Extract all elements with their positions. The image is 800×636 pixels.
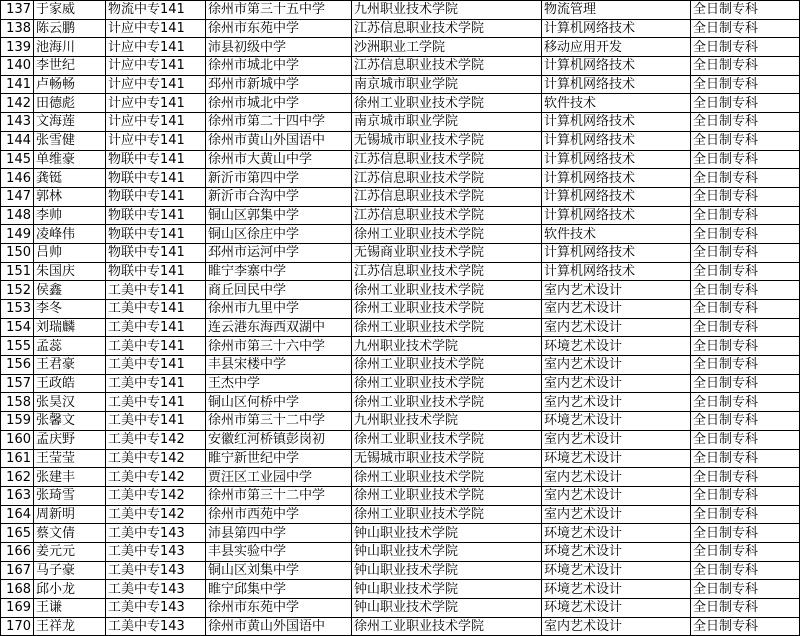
student-name-cell: 孟蕊 — [34, 337, 106, 356]
student-name-cell: 蔡文倩 — [34, 524, 106, 543]
student-name-cell: 马子豪 — [34, 561, 106, 580]
study-type-cell: 全日制专科 — [691, 468, 800, 487]
major-cell: 物流管理 — [542, 1, 691, 20]
study-type-cell: 全日制专科 — [691, 393, 800, 412]
major-cell: 室内艺术设计 — [542, 505, 691, 524]
college-cell: 徐州工业职业技术学院 — [352, 94, 542, 113]
row-number-cell: 139 — [1, 38, 34, 57]
college-cell: 徐州工业职业技术学院 — [352, 486, 542, 505]
major-cell: 室内艺术设计 — [542, 318, 691, 337]
table-row — [1, 187, 800, 206]
college-cell: 南京城市职业学院 — [352, 113, 542, 132]
major-cell: 室内艺术设计 — [542, 356, 691, 375]
major-cell: 计算机网络技术 — [542, 57, 691, 76]
study-type-cell: 全日制专科 — [691, 262, 800, 281]
study-type-cell: 全日制专科 — [691, 19, 800, 38]
college-cell: 九州职业技术学院 — [352, 412, 542, 431]
college-cell: 徐州工业职业技术学院 — [352, 617, 542, 636]
table-row — [1, 318, 800, 337]
class-name-cell: 计应中专141 — [106, 75, 206, 94]
study-type-cell: 全日制专科 — [691, 187, 800, 206]
table-row — [1, 206, 800, 225]
table-row — [1, 374, 800, 393]
college-cell: 徐州工业职业技术学院 — [352, 318, 542, 337]
student-name-cell: 池海川 — [34, 38, 106, 57]
row-number-cell: 160 — [1, 430, 34, 449]
row-number-cell: 151 — [1, 262, 34, 281]
college-cell: 徐州工业职业技术学院 — [352, 393, 542, 412]
class-name-cell: 计应中专141 — [106, 94, 206, 113]
major-cell: 软件技术 — [542, 225, 691, 244]
study-type-cell: 全日制专科 — [691, 206, 800, 225]
major-cell: 计算机网络技术 — [542, 243, 691, 262]
table-row — [1, 580, 800, 599]
table-row — [1, 131, 800, 150]
row-number-cell: 166 — [1, 542, 34, 561]
student-name-cell: 吕帅 — [34, 243, 106, 262]
table-row — [1, 356, 800, 375]
table-row — [1, 468, 800, 487]
student-name-cell: 凌峰伟 — [34, 225, 106, 244]
class-name-cell: 物联中专141 — [106, 225, 206, 244]
row-number-cell: 157 — [1, 374, 34, 393]
row-number-cell: 142 — [1, 94, 34, 113]
row-number-cell: 162 — [1, 468, 34, 487]
class-name-cell: 计应中专141 — [106, 57, 206, 76]
class-name-cell: 物联中专141 — [106, 169, 206, 188]
table-row — [1, 393, 800, 412]
row-number-cell: 155 — [1, 337, 34, 356]
college-cell: 南京城市职业学院 — [352, 75, 542, 94]
student-name-cell: 王谦 — [34, 599, 106, 618]
study-type-cell: 全日制专科 — [691, 542, 800, 561]
class-name-cell: 工美中专142 — [106, 449, 206, 468]
college-cell: 九州职业技术学院 — [352, 1, 542, 20]
class-name-cell: 物联中专141 — [106, 262, 206, 281]
college-cell: 徐州工业职业技术学院 — [352, 300, 542, 319]
student-name-cell: 张昊汉 — [34, 393, 106, 412]
middle-school-cell: 邳州市新城中学 — [206, 75, 352, 94]
middle-school-cell: 徐州市第二十四中学 — [206, 113, 352, 132]
table-row — [1, 150, 800, 169]
study-type-cell: 全日制专科 — [691, 337, 800, 356]
middle-school-cell: 徐州市第三十六中学 — [206, 337, 352, 356]
study-type-cell: 全日制专科 — [691, 505, 800, 524]
table-row — [1, 262, 800, 281]
row-number-cell: 144 — [1, 131, 34, 150]
middle-school-cell: 徐州市黄山外国语中 — [206, 617, 352, 636]
study-type-cell: 全日制专科 — [691, 356, 800, 375]
major-cell: 计算机网络技术 — [542, 131, 691, 150]
class-name-cell: 工美中专142 — [106, 430, 206, 449]
row-number-cell: 169 — [1, 599, 34, 618]
study-type-cell: 全日制专科 — [691, 412, 800, 431]
major-cell: 环境艺术设计 — [542, 337, 691, 356]
row-number-cell: 145 — [1, 150, 34, 169]
major-cell: 室内艺术设计 — [542, 486, 691, 505]
major-cell: 室内艺术设计 — [542, 300, 691, 319]
middle-school-cell: 新沂市第四中学 — [206, 169, 352, 188]
middle-school-cell: 新沂市合沟中学 — [206, 187, 352, 206]
college-cell: 江苏信息职业技术学院 — [352, 187, 542, 206]
major-cell: 室内艺术设计 — [542, 430, 691, 449]
college-cell: 江苏信息职业技术学院 — [352, 169, 542, 188]
table-body — [1, 1, 800, 636]
row-number-cell: 149 — [1, 225, 34, 244]
major-cell: 环境艺术设计 — [542, 449, 691, 468]
college-cell: 钟山职业技术学院 — [352, 542, 542, 561]
study-type-cell: 全日制专科 — [691, 57, 800, 76]
college-cell: 无锡商业职业技术学院 — [352, 243, 542, 262]
major-cell: 环境艺术设计 — [542, 412, 691, 431]
class-name-cell: 工美中专143 — [106, 617, 206, 636]
study-type-cell: 全日制专科 — [691, 131, 800, 150]
table-row — [1, 617, 800, 636]
row-number-cell: 163 — [1, 486, 34, 505]
row-number-cell: 146 — [1, 169, 34, 188]
student-name-cell: 文海莲 — [34, 113, 106, 132]
major-cell: 移动应用开发 — [542, 38, 691, 57]
study-type-cell: 全日制专科 — [691, 38, 800, 57]
major-cell: 室内艺术设计 — [542, 468, 691, 487]
study-type-cell: 全日制专科 — [691, 150, 800, 169]
middle-school-cell: 徐州市第三十二中学 — [206, 412, 352, 431]
row-number-cell: 159 — [1, 412, 34, 431]
student-name-cell: 侯鑫 — [34, 281, 106, 300]
study-type-cell: 全日制专科 — [691, 486, 800, 505]
row-number-cell: 147 — [1, 187, 34, 206]
college-cell: 沙洲职业工学院 — [352, 38, 542, 57]
middle-school-cell: 徐州市东苑中学 — [206, 19, 352, 38]
major-cell: 软件技术 — [542, 94, 691, 113]
table-row — [1, 94, 800, 113]
table-row — [1, 281, 800, 300]
college-cell: 徐州工业职业技术学院 — [352, 356, 542, 375]
class-name-cell: 工美中专141 — [106, 337, 206, 356]
middle-school-cell: 徐州市九里中学 — [206, 300, 352, 319]
class-name-cell: 物联中专141 — [106, 243, 206, 262]
major-cell: 环境艺术设计 — [542, 580, 691, 599]
row-number-cell: 165 — [1, 524, 34, 543]
student-name-cell: 李帅 — [34, 206, 106, 225]
study-type-cell: 全日制专科 — [691, 430, 800, 449]
middle-school-cell: 铜山区刘集中学 — [206, 561, 352, 580]
major-cell: 计算机网络技术 — [542, 19, 691, 38]
row-number-cell: 152 — [1, 281, 34, 300]
middle-school-cell: 睢宁新世纪中学 — [206, 449, 352, 468]
study-type-cell: 全日制专科 — [691, 524, 800, 543]
major-cell: 计算机网络技术 — [542, 187, 691, 206]
row-number-cell: 170 — [1, 617, 34, 636]
class-name-cell: 计应中专141 — [106, 113, 206, 132]
class-name-cell: 计应中专141 — [106, 131, 206, 150]
college-cell: 无锡城市职业技术学院 — [352, 131, 542, 150]
study-type-cell: 全日制专科 — [691, 374, 800, 393]
middle-school-cell: 徐州市城北中学 — [206, 94, 352, 113]
student-name-cell: 卢畅畅 — [34, 75, 106, 94]
student-name-cell: 王莹莹 — [34, 449, 106, 468]
study-type-cell: 全日制专科 — [691, 561, 800, 580]
student-name-cell: 张建丰 — [34, 468, 106, 487]
college-cell: 钟山职业技术学院 — [352, 561, 542, 580]
table-row — [1, 225, 800, 244]
middle-school-cell: 商丘回民中学 — [206, 281, 352, 300]
major-cell: 室内艺术设计 — [542, 281, 691, 300]
middle-school-cell: 徐州市东苑中学 — [206, 599, 352, 618]
class-name-cell: 物联中专141 — [106, 150, 206, 169]
major-cell: 计算机网络技术 — [542, 150, 691, 169]
study-type-cell: 全日制专科 — [691, 75, 800, 94]
study-type-cell: 全日制专科 — [691, 318, 800, 337]
middle-school-cell: 邳州市运河中学 — [206, 243, 352, 262]
row-number-cell: 150 — [1, 243, 34, 262]
row-number-cell: 154 — [1, 318, 34, 337]
table-row — [1, 300, 800, 319]
major-cell: 室内艺术设计 — [542, 393, 691, 412]
row-number-cell: 153 — [1, 300, 34, 319]
student-name-cell: 李冬 — [34, 300, 106, 319]
class-name-cell: 工美中专143 — [106, 524, 206, 543]
college-cell: 江苏信息职业技术学院 — [352, 150, 542, 169]
study-type-cell: 全日制专科 — [691, 449, 800, 468]
study-type-cell: 全日制专科 — [691, 281, 800, 300]
study-type-cell: 全日制专科 — [691, 243, 800, 262]
study-type-cell: 全日制专科 — [691, 225, 800, 244]
row-number-cell: 148 — [1, 206, 34, 225]
student-name-cell: 于家威 — [34, 1, 106, 20]
middle-school-cell: 贾汪区工业园中学 — [206, 468, 352, 487]
table-row — [1, 57, 800, 76]
major-cell: 计算机网络技术 — [542, 169, 691, 188]
college-cell: 徐州工业职业技术学院 — [352, 505, 542, 524]
class-name-cell: 工美中专143 — [106, 580, 206, 599]
class-name-cell: 工美中专141 — [106, 356, 206, 375]
table-row — [1, 412, 800, 431]
class-name-cell: 工美中专142 — [106, 486, 206, 505]
middle-school-cell: 徐州市西苑中学 — [206, 505, 352, 524]
class-name-cell: 工美中专141 — [106, 300, 206, 319]
study-type-cell: 全日制专科 — [691, 580, 800, 599]
middle-school-cell: 睢宁李寨中学 — [206, 262, 352, 281]
row-number-cell: 140 — [1, 57, 34, 76]
major-cell: 计算机网络技术 — [542, 262, 691, 281]
major-cell: 环境艺术设计 — [542, 542, 691, 561]
table-row — [1, 430, 800, 449]
table-row — [1, 113, 800, 132]
major-cell: 环境艺术设计 — [542, 599, 691, 618]
middle-school-cell: 安徽红河桥镇彭岗初 — [206, 430, 352, 449]
middle-school-cell: 徐州市第三十二中学 — [206, 486, 352, 505]
college-cell: 江苏信息职业技术学院 — [352, 262, 542, 281]
middle-school-cell: 丰县实验中学 — [206, 542, 352, 561]
class-name-cell: 计应中专141 — [106, 38, 206, 57]
table-row — [1, 1, 800, 20]
college-cell: 钟山职业技术学院 — [352, 599, 542, 618]
row-number-cell: 143 — [1, 113, 34, 132]
middle-school-cell: 沛县第四中学 — [206, 524, 352, 543]
row-number-cell: 167 — [1, 561, 34, 580]
middle-school-cell: 铜山区郭集中学 — [206, 206, 352, 225]
table-row — [1, 505, 800, 524]
row-number-cell: 161 — [1, 449, 34, 468]
table-row — [1, 561, 800, 580]
student-name-cell: 张琦雪 — [34, 486, 106, 505]
table-row — [1, 75, 800, 94]
class-name-cell: 物联中专141 — [106, 187, 206, 206]
student-name-cell: 周新明 — [34, 505, 106, 524]
major-cell: 室内艺术设计 — [542, 617, 691, 636]
middle-school-cell: 王杰中学 — [206, 374, 352, 393]
middle-school-cell: 徐州市第三十五中学 — [206, 1, 352, 20]
college-cell: 江苏信息职业技术学院 — [352, 19, 542, 38]
college-cell: 徐州工业职业技术学院 — [352, 430, 542, 449]
study-type-cell: 全日制专科 — [691, 169, 800, 188]
class-name-cell: 物流中专141 — [106, 1, 206, 20]
study-type-cell: 全日制专科 — [691, 617, 800, 636]
middle-school-cell: 睢宁邱集中学 — [206, 580, 352, 599]
class-name-cell: 工美中专143 — [106, 599, 206, 618]
row-number-cell: 156 — [1, 356, 34, 375]
college-cell: 钟山职业技术学院 — [352, 524, 542, 543]
student-name-cell: 孟庆野 — [34, 430, 106, 449]
table-row — [1, 19, 800, 38]
college-cell: 江苏信息职业技术学院 — [352, 57, 542, 76]
class-name-cell: 工美中专143 — [106, 542, 206, 561]
major-cell: 计算机网络技术 — [542, 113, 691, 132]
class-name-cell: 工美中专141 — [106, 374, 206, 393]
study-type-cell: 全日制专科 — [691, 300, 800, 319]
student-name-cell: 邱小龙 — [34, 580, 106, 599]
student-name-cell: 姜元元 — [34, 542, 106, 561]
class-name-cell: 物联中专141 — [106, 206, 206, 225]
table-row — [1, 337, 800, 356]
row-number-cell: 168 — [1, 580, 34, 599]
major-cell: 计算机网络技术 — [542, 75, 691, 94]
row-number-cell: 164 — [1, 505, 34, 524]
middle-school-cell: 连云港东海西双湖中 — [206, 318, 352, 337]
row-number-cell: 158 — [1, 393, 34, 412]
study-type-cell: 全日制专科 — [691, 1, 800, 20]
student-name-cell: 王君豪 — [34, 356, 106, 375]
student-name-cell: 李世纪 — [34, 57, 106, 76]
college-cell: 无锡城市职业技术学院 — [352, 449, 542, 468]
row-number-cell: 137 — [1, 1, 34, 20]
student-name-cell: 田德彪 — [34, 94, 106, 113]
student-name-cell: 单维豪 — [34, 150, 106, 169]
class-name-cell: 工美中专142 — [106, 505, 206, 524]
study-type-cell: 全日制专科 — [691, 113, 800, 132]
student-name-cell: 龚铤 — [34, 169, 106, 188]
student-name-cell: 王政皓 — [34, 374, 106, 393]
middle-school-cell: 沛县初级中学 — [206, 38, 352, 57]
major-cell: 环境艺术设计 — [542, 561, 691, 580]
college-cell: 江苏信息职业技术学院 — [352, 206, 542, 225]
class-name-cell: 工美中专141 — [106, 393, 206, 412]
table-row — [1, 38, 800, 57]
college-cell: 钟山职业技术学院 — [352, 580, 542, 599]
student-name-cell: 郭林 — [34, 187, 106, 206]
student-name-cell: 刘瑞麟 — [34, 318, 106, 337]
student-name-cell: 张雪健 — [34, 131, 106, 150]
middle-school-cell: 铜山区徐庄中学 — [206, 225, 352, 244]
college-cell: 徐州工业职业技术学院 — [352, 468, 542, 487]
college-cell: 徐州工业职业技术学院 — [352, 281, 542, 300]
table-row — [1, 599, 800, 618]
middle-school-cell: 徐州市大黄山中学 — [206, 150, 352, 169]
college-cell: 徐州工业职业技术学院 — [352, 374, 542, 393]
student-name-cell: 王祥龙 — [34, 617, 106, 636]
class-name-cell: 工美中专142 — [106, 468, 206, 487]
class-name-cell: 工美中专141 — [106, 318, 206, 337]
college-cell: 徐州工业职业技术学院 — [352, 225, 542, 244]
college-cell: 九州职业技术学院 — [352, 337, 542, 356]
middle-school-cell: 徐州市黄山外国语中 — [206, 131, 352, 150]
class-name-cell: 工美中专143 — [106, 561, 206, 580]
student-name-cell: 朱国庆 — [34, 262, 106, 281]
table-row — [1, 486, 800, 505]
class-name-cell: 工美中专141 — [106, 281, 206, 300]
class-name-cell: 计应中专141 — [106, 19, 206, 38]
table-row — [1, 169, 800, 188]
table-row — [1, 542, 800, 561]
major-cell: 室内艺术设计 — [542, 374, 691, 393]
table-row — [1, 449, 800, 468]
row-number-cell: 138 — [1, 19, 34, 38]
class-name-cell: 工美中专141 — [106, 412, 206, 431]
study-type-cell: 全日制专科 — [691, 599, 800, 618]
major-cell: 计算机网络技术 — [542, 206, 691, 225]
row-number-cell: 141 — [1, 75, 34, 94]
major-cell: 环境艺术设计 — [542, 524, 691, 543]
student-name-cell: 张馨文 — [34, 412, 106, 431]
middle-school-cell: 铜山区何桥中学 — [206, 393, 352, 412]
middle-school-cell: 徐州市城北中学 — [206, 57, 352, 76]
table-row — [1, 524, 800, 543]
table-row — [1, 243, 800, 262]
study-type-cell: 全日制专科 — [691, 94, 800, 113]
student-name-cell: 陈云鹏 — [34, 19, 106, 38]
middle-school-cell: 丰县宋楼中学 — [206, 356, 352, 375]
